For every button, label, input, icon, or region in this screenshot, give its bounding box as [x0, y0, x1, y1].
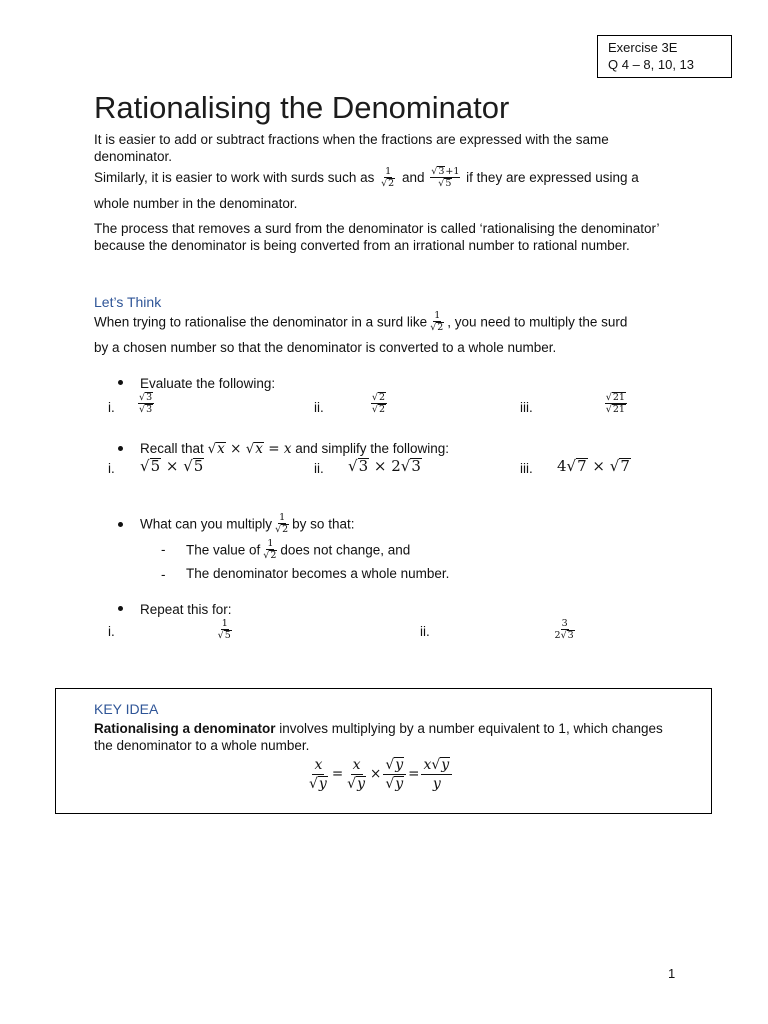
key-idea-text: Rationalising a denominator involves multiplying by a number equivalent to 1, which changes: [94, 721, 663, 736]
expression-root5-times-root5: √5 × √5: [140, 457, 204, 475]
item-number: ii.: [314, 461, 324, 476]
intro-paragraph-2: Similarly, it is easier to work with surds such as $\frac{1}{√2}$ and $\frac{√3+1}{√5}$ if they are expressed using a: [94, 165, 639, 189]
exercise-label: Exercise 3E: [608, 40, 678, 55]
expression-root3-times-2root3: √3 × 2√3: [348, 457, 421, 475]
intro-paragraph-1: It is easier to add or subtract fractions when the fractions are expressed with the same denominator.: [94, 132, 609, 164]
fraction-3-over-2root3: $\frac{3}{2√3}$: [554, 617, 574, 641]
rationalising-formula: $\frac{x}{√y}$ = $\frac{x}{√y}$ × $\frac{√y}{√y}$ = $\frac{x√y}{y}$: [305, 756, 454, 793]
bullet-icon: [118, 380, 123, 385]
dash-marker: -: [161, 567, 166, 582]
lets-think-paragraph: When trying to rationalise the denominator in a surd like $\frac{1}{√2}$ , you need to multiply the surd: [94, 310, 628, 333]
fraction-root3-plus-1-over-root5: $\frac{√3+1}{√5}$: [431, 166, 460, 189]
multiply-question: What can you multiply $\frac{1}{√2}$ by so that:: [140, 512, 355, 535]
fraction-1-over-root5: $\frac{1}{√5}$: [217, 617, 231, 641]
multiply-condition-1: The value of $\frac{1}{√2}$ does not change, and: [186, 538, 411, 561]
bullet-icon: [118, 606, 123, 611]
recall-line: Recall that √x × √x = x and simplify the following:: [140, 441, 450, 457]
item-number: iii.: [520, 461, 533, 476]
item-number: i.: [108, 400, 115, 415]
fraction-root2-over-root2: $\frac{√2}{√2}$: [371, 392, 385, 415]
lets-think-heading: Let’s Think: [94, 294, 162, 310]
key-idea-text-cont: the denominator to a whole number.: [94, 738, 310, 753]
fraction-root21-over-root21: $\frac{√21}{√21}$: [605, 392, 625, 415]
fraction-1-over-root-2: $\frac{1}{√2}$: [381, 165, 395, 189]
bullet-icon: [118, 522, 123, 527]
lets-think-paragraph-cont: by a chosen number so that the denominator is converted to a whole number.: [94, 340, 557, 355]
page-title: Rationalising the Denominator: [94, 90, 510, 125]
fraction-1-over-root-2: $\frac{1}{√2}$: [263, 538, 277, 561]
multiply-condition-2: The denominator becomes a whole number.: [186, 566, 450, 581]
exercise-box: [597, 35, 732, 78]
fraction-1-over-root-2: $\frac{1}{√2}$: [275, 512, 289, 535]
item-number: ii.: [314, 400, 324, 415]
intro-paragraph-2-cont: whole number in the denominator.: [94, 196, 298, 211]
evaluate-label: Evaluate the following:: [140, 376, 276, 391]
item-number: ii.: [420, 624, 430, 639]
intro-paragraph-3: The process that removes a surd from the denominator is called ‘rationalising the denominator’ because the denominator is being converted from an irrational number to rational number.: [94, 221, 660, 253]
fraction-1-over-root-2: $\frac{1}{√2}$: [430, 310, 444, 333]
exercise-questions: Q 4 – 8, 10, 13: [608, 57, 695, 72]
item-number: i.: [108, 624, 115, 639]
identity-root-x-times-root-x: √x × √x = x: [207, 441, 292, 457]
item-number: i.: [108, 461, 115, 476]
item-number: iii.: [520, 400, 533, 415]
key-idea-heading: KEY IDEA: [94, 701, 159, 717]
expression-4root7-times-root7: 4√7 × √7: [557, 457, 630, 475]
fraction-root3-over-root3: $\frac{√3}{√3}$: [139, 392, 153, 415]
page-number: 1: [668, 966, 676, 981]
bullet-icon: [118, 446, 123, 451]
dash-marker: -: [161, 542, 166, 557]
repeat-label: Repeat this for:: [140, 602, 232, 617]
